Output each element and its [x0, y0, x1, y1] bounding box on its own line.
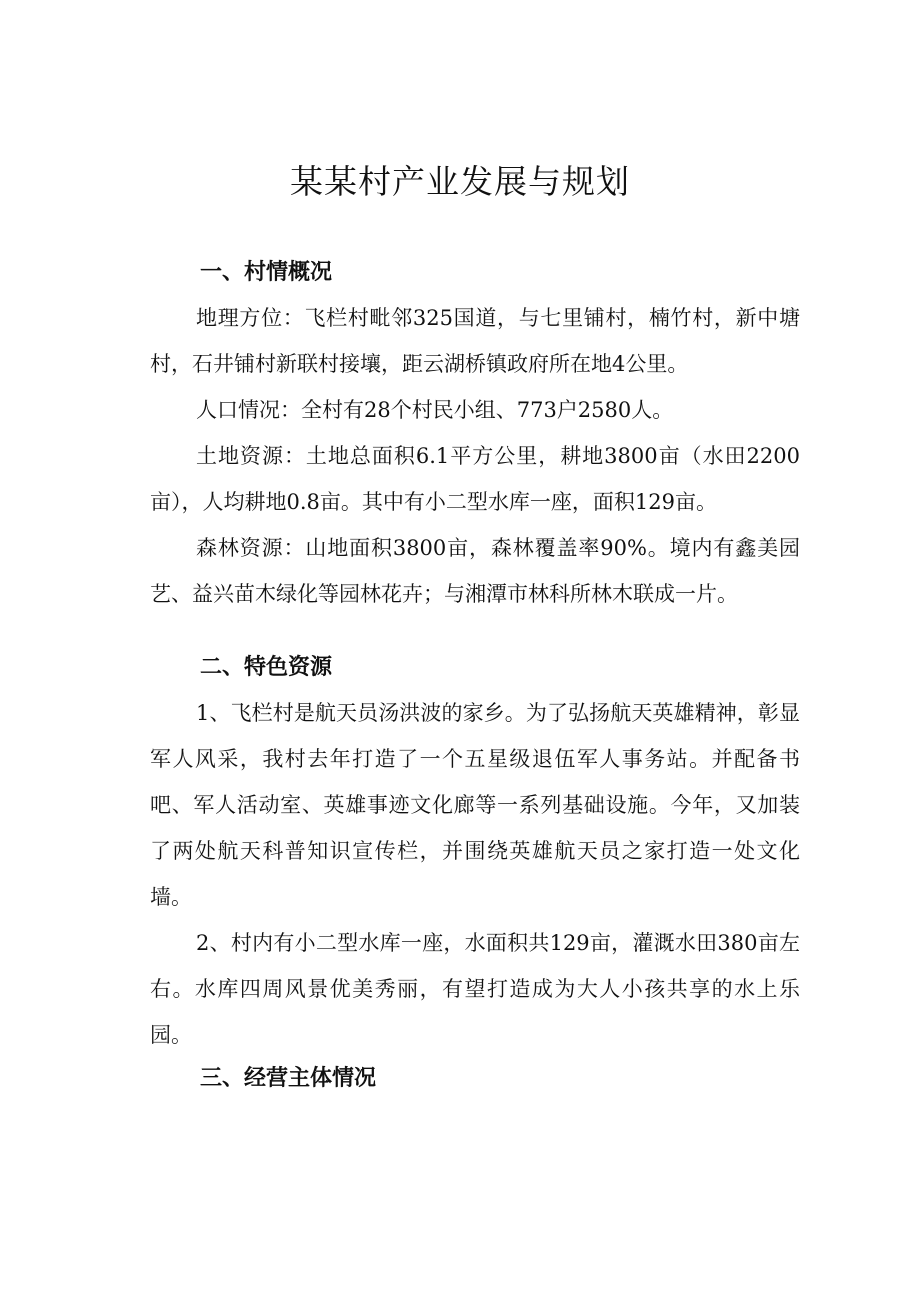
paragraph-resource-2: 2、村内有小二型水库一座，水面积共129亩，灌溉水田380亩左右。水库四周风景优美秀丽，有望打造成为大人小孩共享的水上乐园。	[150, 931, 800, 1047]
section-heading-resources: 二、特色资源	[200, 655, 333, 680]
paragraph-resource-1: 1、飞栏村是航天员汤洪波的家乡。为了弘扬航天英雄精神，彰显军人风采，我村去年打造了一个五星级退伍军人事务站。并配备书吧、军人活动室、英雄事迹文化廊等一系列基础设施。今年，又加装了两处航天科普知识宣传栏，并围绕英雄航天员之家打造一处文化墙。	[150, 701, 800, 909]
paragraph-population: 人口情况：全村有28个村民小组、773户2580人。	[196, 398, 674, 422]
paragraph-geography: 地理方位：飞栏村毗邻325国道，与七里铺村，楠竹村，新中塘村，石井铺村新联村接壤，距云湖桥镇政府所在地4公里。	[150, 306, 800, 376]
paragraph-land: 土地资源：土地总面积6.1平方公里，耕地3800亩（水田2200亩），人均耕地0.8亩。其中有小二型水库一座，面积129亩。	[150, 444, 800, 514]
section-heading-overview: 一、村情概况	[200, 260, 333, 285]
paragraph-forest: 森林资源：山地面积3800亩，森林覆盖率90%。境内有鑫美园艺、益兴苗木绿化等园林花卉；与湘潭市林科所林木联成一片。	[150, 536, 800, 606]
section-heading-business: 三、经营主体情况	[200, 1066, 377, 1091]
document-title: 某某村产业发展与规划	[290, 162, 630, 201]
